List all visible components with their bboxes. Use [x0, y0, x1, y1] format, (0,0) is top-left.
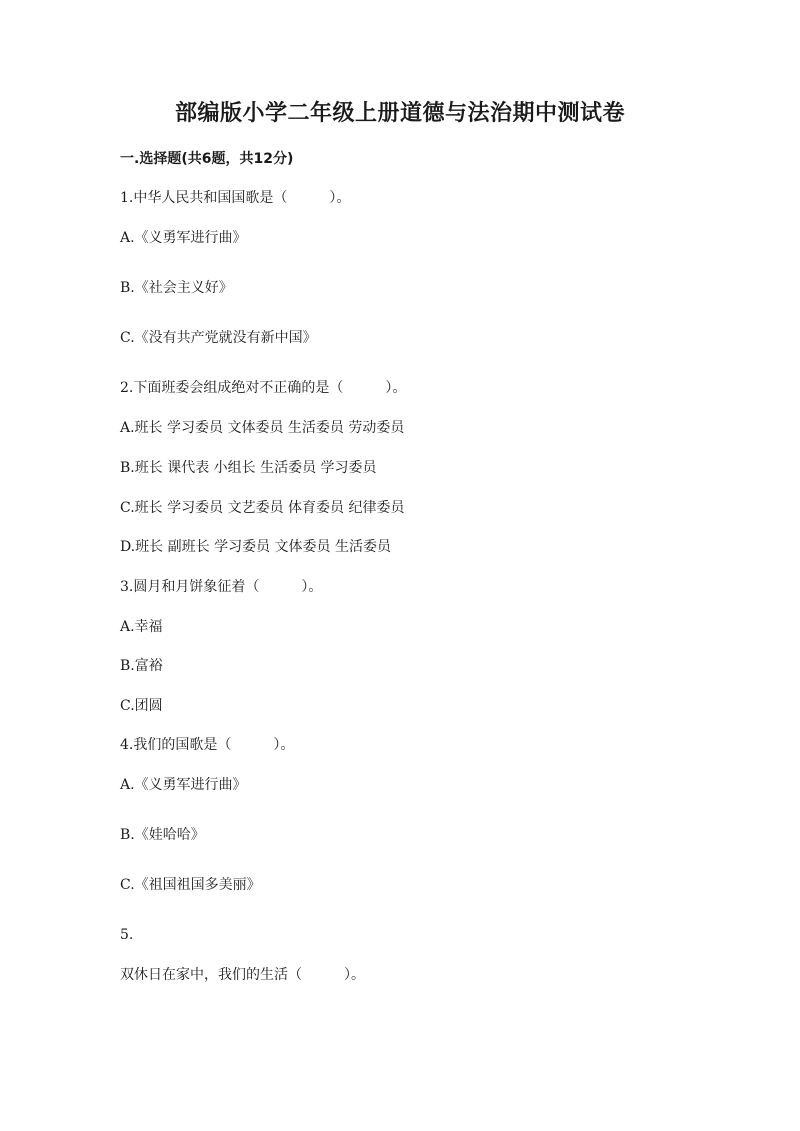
question-3-option-a: A.幸福 [120, 619, 163, 635]
question-3-option-c: C.团圆 [120, 698, 163, 714]
question-5-text: 双休日在家中，我们的生活（ ）。 [120, 967, 365, 983]
question-1-option-c: C.《没有共产党就没有新中国》 [120, 330, 317, 346]
question-1-option-b: B.《社会主义好》 [120, 280, 233, 296]
question-2-option-b: B.班长 课代表 小组长 生活委员 学习委员 [120, 460, 377, 476]
question-4-option-a: A.《义勇军进行曲》 [120, 777, 247, 793]
question-3-option-b: B.富裕 [120, 658, 163, 674]
question-4-option-b: B.《娃哈哈》 [120, 827, 205, 843]
question-3-stem: 3.圆月和月饼象征着（ ）。 [120, 579, 323, 595]
question-2-stem: 2.下面班委会组成绝对不正确的是（ ）。 [120, 380, 407, 396]
question-2-option-a: A.班长 学习委员 文体委员 生活委员 劳动委员 [120, 420, 405, 436]
page-title: 部编版小学二年级上册道德与法治期中测试卷 [174, 101, 625, 126]
question-4-stem: 4.我们的国歌是（ ）。 [120, 737, 295, 753]
question-4-option-c: C.《祖国祖国多美丽》 [120, 877, 261, 893]
question-1-option-a: A.《义勇军进行曲》 [120, 230, 247, 246]
question-2-option-d: D.班长 副班长 学习委员 文体委员 生活委员 [120, 539, 391, 555]
question-1-stem: 1.中华人民共和国国歌是（ ）。 [120, 190, 351, 206]
question-2-option-c: C.班长 学习委员 文艺委员 体育委员 纪律委员 [120, 500, 405, 516]
question-5-stem: 5. [120, 927, 134, 943]
section-heading: 一.选择题(共6题，共12分) [120, 151, 294, 167]
